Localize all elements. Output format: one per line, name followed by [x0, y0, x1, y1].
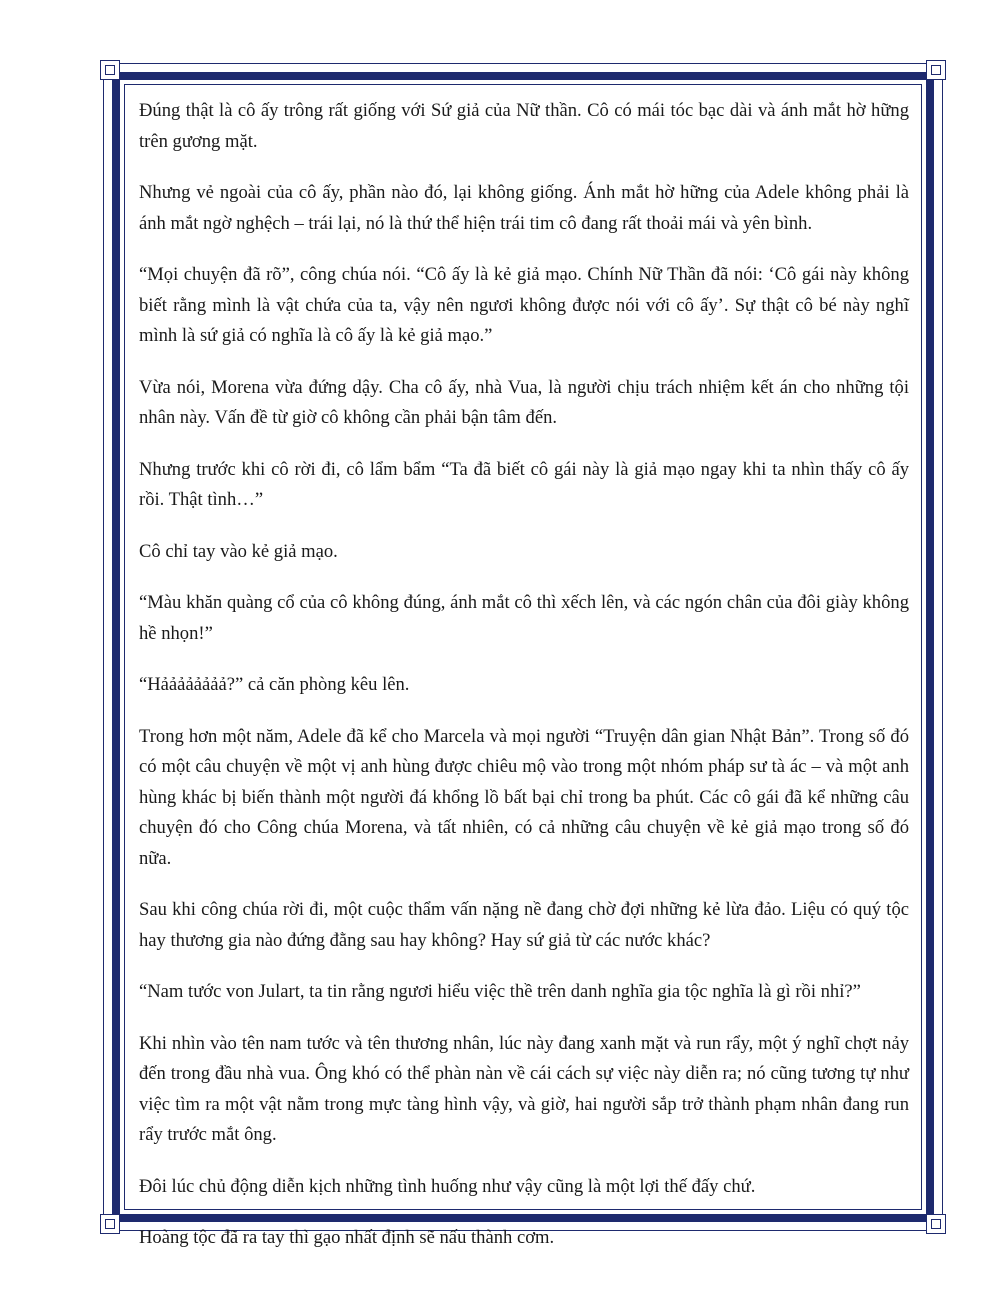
corner-ornament-top-right: [926, 60, 946, 80]
corner-ornament-bottom-right: [926, 1214, 946, 1234]
paragraph: Khi nhìn vào tên nam tước và tên thương nhân, lúc này đang xanh mặt và run rẩy, một ý nghĩ chợt nảy đến trong đầu nhà vua. Ông khó có thể phàn nàn về cái cách sự việc này diễn ra; nó cũng tương tự như việc tìm ra một vật nằm trong mực tàng hình vậy, và giờ, hai người sắp trở thành phạm nhân đang run rẩy trước mắt ông.: [139, 1032, 909, 1145]
paragraph: Trong hơn một năm, Adele đã kể cho Marcela và mọi người “Truyện dân gian Nhật Bản”. Trong số đó có một câu chuyện về một vị anh hùng được chiêu mộ vào trong một nhóm pháp sư tà ác – và một anh hùng khác bị biến thành một người đá khổng lồ bất bại chỉ trong ba phút. Các cô gái đã kể những câu chuyện đó cho Công chúa Morena, và tất nhiên, có cả những câu chuyện về kẻ giả mạo trong số đó nữa.: [139, 725, 909, 869]
paragraph: “Màu khăn quàng cổ của cô không đúng, ánh mắt cô thì xếch lên, và các ngón chân của đôi giày không hề nhọn!”: [139, 592, 909, 644]
paragraph: Vừa nói, Morena vừa đứng dậy. Cha cô ấy, nhà Vua, là người chịu trách nhiệm kết án cho những tội nhân này. Vấn đề từ giờ cô không cần phải bận tâm đến.: [139, 376, 909, 428]
paragraph: Nhưng vẻ ngoài của cô ấy, phần nào đó, lại không giống. Ánh mắt hờ hững của Adele không phải là ánh mắt ngờ nghệch – trái lại, nó là thứ thể hiện trái tim cô đang rất thoải mái và yên bình.: [139, 182, 909, 234]
corner-ornament-bottom-left: [100, 1214, 120, 1234]
paragraph: Cô chỉ tay vào kẻ giả mạo.: [139, 540, 338, 562]
paragraph: Hoàng tộc đã ra tay thì gạo nhất định sẽ nấu thành cơm.: [139, 1227, 555, 1248]
page-text-body: [139, 96, 909, 1275]
paragraph: Sau khi công chúa rời đi, một cuộc thẩm vấn nặng nề đang chờ đợi những kẻ lừa đảo. Liệu có quý tộc hay thương gia nào đứng đằng sau hay không? Hay sứ giả từ các nước khác?: [139, 899, 909, 951]
paragraph: Nhưng trước khi cô rời đi, cô lẩm bẩm “Ta đã biết cô gái này là giả mạo ngay khi ta nhìn thấy cô ấy rồi. Thật tình…”: [139, 458, 909, 510]
paragraph: “Mọi chuyện đã rõ”, công chúa nói. “Cô ấy là kẻ giả mạo. Chính Nữ Thần đã nói: ‘Cô gái này không biết rằng mình là vật chứa của ta, vậy nên ngươi không được nói với cô ấy’. Sự thật cô bé này nghĩ mình là sứ giả có nghĩa là cô ấy là kẻ giả mạo.”: [139, 264, 909, 346]
paragraph: “Nam tước von Julart, ta tin rằng ngươi hiểu việc thề trên danh nghĩa gia tộc nghĩa là gì rồi nhỉ?”: [139, 981, 861, 1002]
paragraph: Đôi lúc chủ động diễn kịch những tình huống như vậy cũng là một lợi thế đấy chứ.: [139, 1175, 756, 1197]
paragraph: “Hảảảảảảảả?” cả căn phòng kêu lên.: [139, 674, 410, 695]
corner-ornament-top-left: [100, 60, 120, 80]
paragraph: Đúng thật là cô ấy trông rất giống với Sứ giả của Nữ thần. Cô có mái tóc bạc dài và ánh mắt hờ hững trên gương mặt.: [139, 100, 909, 152]
